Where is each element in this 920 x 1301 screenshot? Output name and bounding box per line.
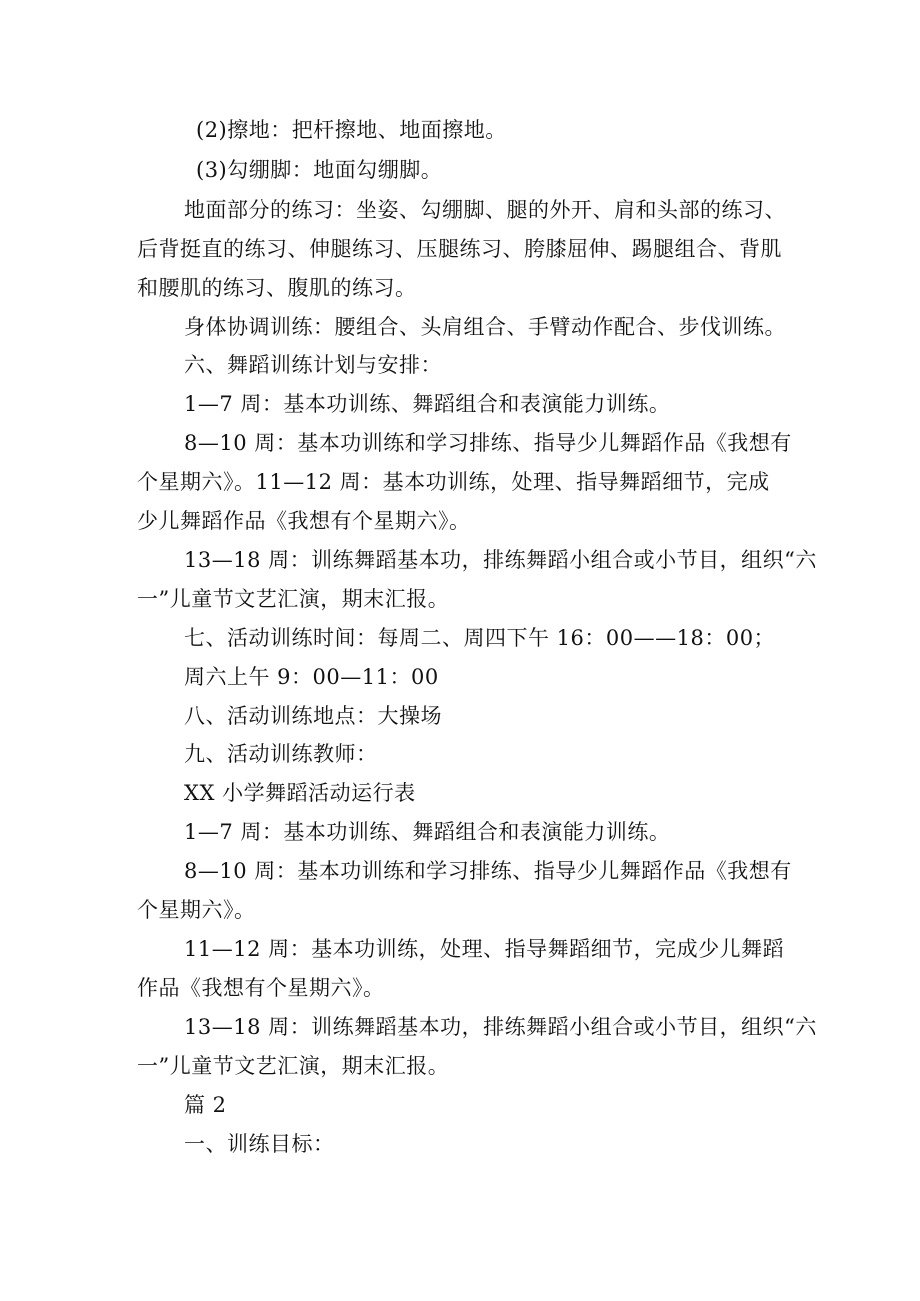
section-heading: 九、活动训练教师： — [184, 742, 378, 766]
paragraph-line: 后背挺直的练习、伸腿练习、压腿练习、胯膝屈伸、踢腿组合、背肌 — [137, 237, 782, 261]
paragraph-line: (2)擦地：把杆擦地、地面擦地。 — [196, 118, 507, 142]
paragraph-line: 11—12 周：基本功训练，处理、指导舞蹈细节，完成少儿舞蹈 — [184, 937, 785, 961]
paragraph-line: 一”儿童节文艺汇演，期末汇报。 — [137, 1054, 450, 1078]
section-heading: 六、舞蹈训练计划与安排： — [184, 353, 442, 377]
paragraph-line: 13—18 周：训练舞蹈基本功，排练舞蹈小组合或小节目，组织“六 — [184, 548, 817, 572]
paragraph-line: 8—10 周：基本功训练和学习排练、指导少儿舞蹈作品《我想有 — [184, 431, 792, 455]
paragraph-line: 1—7 周：基本功训练、舞蹈组合和表演能力训练。 — [184, 392, 671, 416]
table-title: XX 小学舞蹈活动运行表 — [184, 781, 416, 805]
section-heading: 八、活动训练地点：大操场 — [184, 704, 442, 728]
paragraph-line: 13—18 周：训练舞蹈基本功，排练舞蹈小组合或小节目，组织“六 — [184, 1015, 817, 1039]
section-heading: 一、训练目标： — [184, 1132, 335, 1156]
paragraph-line: 个星期六》。 — [137, 898, 256, 922]
paragraph-line: 和腰肌的练习、腹肌的练习。 — [137, 276, 417, 300]
paragraph-line: 8—10 周：基本功训练和学习排练、指导少儿舞蹈作品《我想有 — [184, 859, 792, 883]
paragraph-line: 身体协调训练：腰组合、头肩组合、手臂动作配合、步伐训练。 — [184, 315, 786, 339]
paragraph-line: 作品《我想有个星期六》。 — [137, 976, 385, 1000]
paragraph-line: 一”儿童节文艺汇演，期末汇报。 — [137, 587, 450, 611]
paragraph-line: (3)勾绷脚：地面勾绷脚。 — [196, 158, 443, 182]
paragraph-line: 个星期六》。11—12 周：基本功训练，处理、指导舞蹈细节，完成 — [137, 470, 770, 494]
paragraph-line: 1—7 周：基本功训练、舞蹈组合和表演能力训练。 — [184, 820, 671, 844]
part-heading: 篇 2 — [184, 1093, 227, 1117]
paragraph-line: 周六上午 9：00—11：00 — [184, 665, 439, 689]
paragraph-line: 地面部分的练习：坐姿、勾绷脚、腿的外开、肩和头部的练习、 — [184, 198, 786, 222]
paragraph-line: 少儿舞蹈作品《我想有个星期六》。 — [137, 509, 471, 533]
section-heading: 七、活动训练时间：每周二、周四下午 16：00——18：00； — [184, 626, 776, 650]
